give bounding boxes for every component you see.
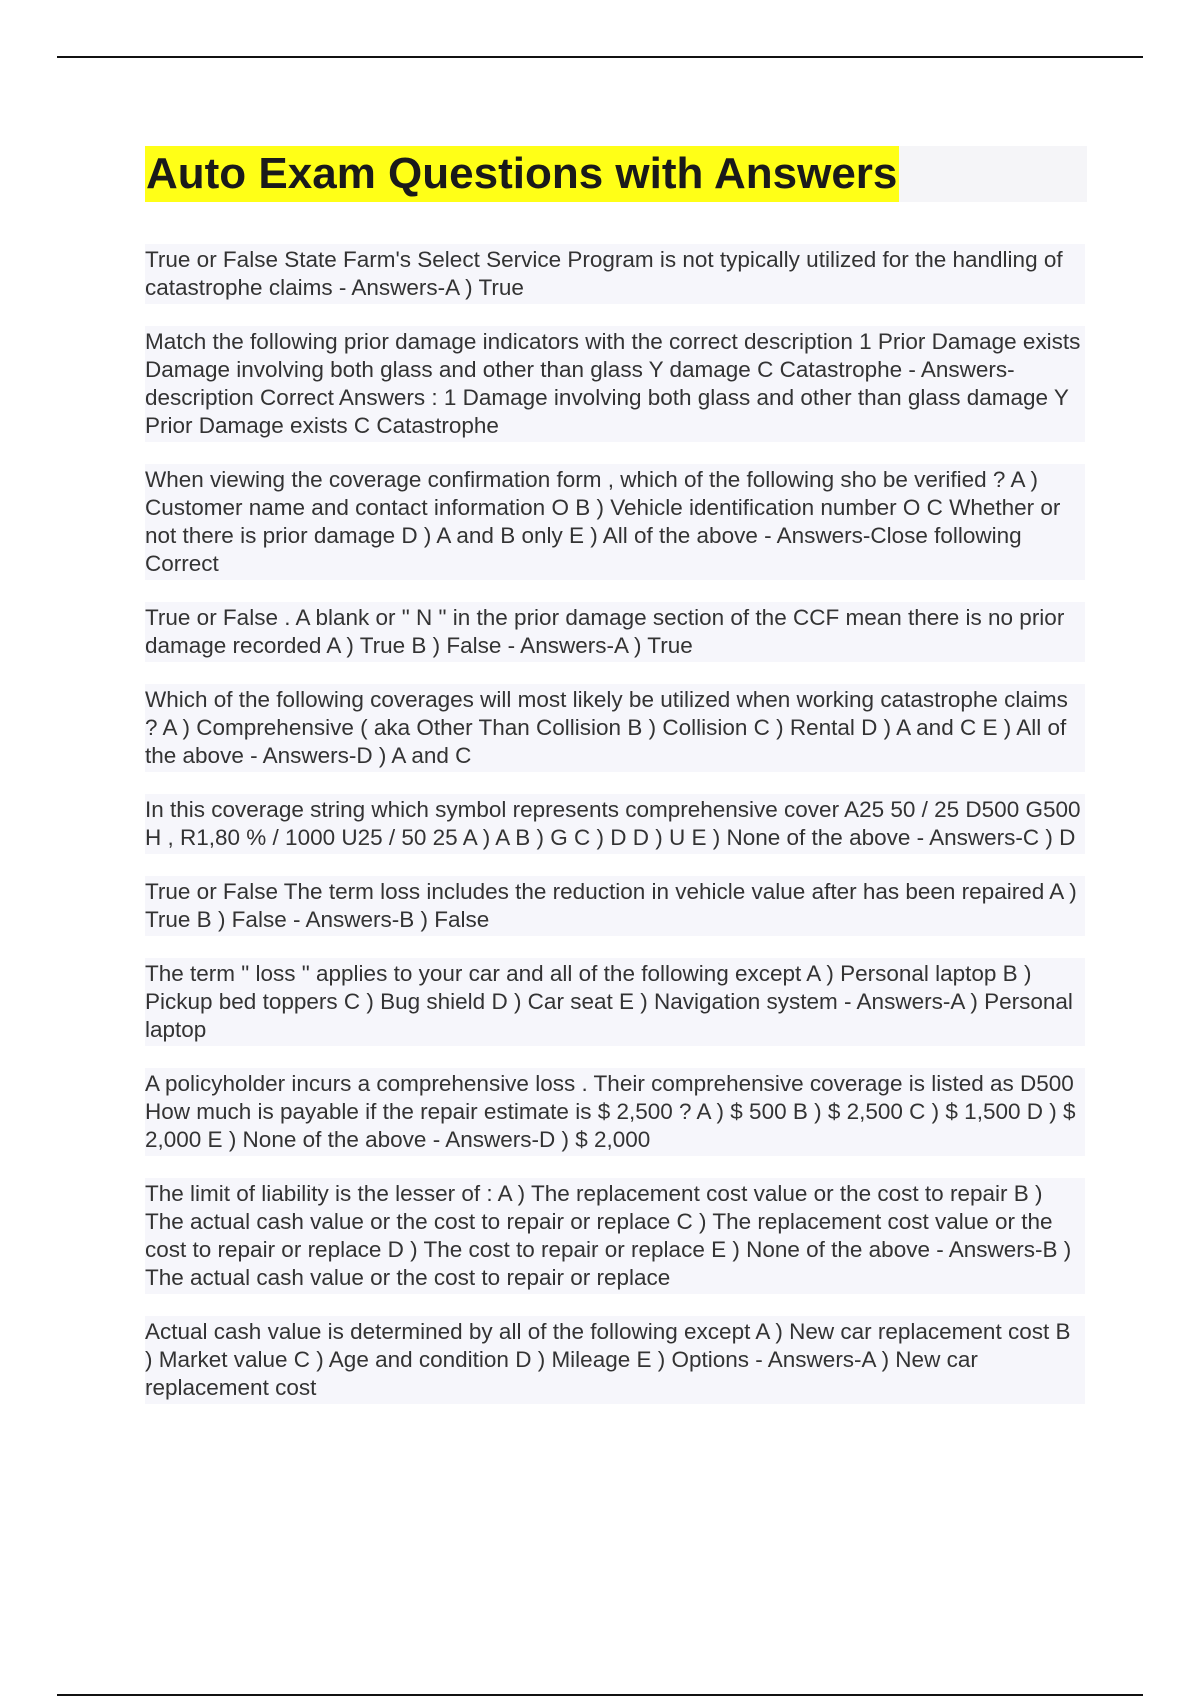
- question-item: Actual cash value is determined by all of the following except A ) New car replacement cost B ) Market value C ) Age and condition D ) Mileage E ) Options - Answers-A ) New car replacement cost: [145, 1316, 1085, 1404]
- document-body: [145, 146, 1087, 1426]
- question-item: Which of the following coverages will most likely be utilized when working catastrophe claims ? A ) Comprehensive ( aka Other Than Collision B ) Collision C ) Rental D ) A and C E ) All of the above - Answers-D ) A and C: [145, 684, 1085, 772]
- question-item: True or False . A blank or " N " in the prior damage section of the CCF mean there is no prior damage recorded A ) True B ) False - Answers-A ) True: [145, 602, 1085, 662]
- question-item: The term " loss " applies to your car and all of the following except A ) Personal laptop B ) Pickup bed toppers C ) Bug shield D ) Car seat E ) Navigation system - Answers-A ) Personal laptop: [145, 958, 1085, 1046]
- question-item: True or False The term loss includes the reduction in vehicle value after has been repaired A ) True B ) False - Answers-B ) False: [145, 876, 1085, 936]
- question-item: The limit of liability is the lesser of : A ) The replacement cost value or the cost to repair B ) The actual cash value or the cost to repair or replace C ) The replacement cost value or the cost to repair or replace D ) The cost to repair or replace E ) None of the above - Answers-B ) The actual cash value or the cost to repair or replace: [145, 1178, 1085, 1294]
- footer-rule: [57, 1694, 1143, 1696]
- question-item: True or False State Farm's Select Service Program is not typically utilized for the handling of catastrophe claims - Answers-A ) True: [145, 244, 1085, 304]
- title-bar: [145, 146, 1087, 202]
- question-item: In this coverage string which symbol represents comprehensive cover A25 50 / 25 D500 G500 H , R1,80 % / 1000 U25 / 50 25 A ) A B ) G C ) D D ) U E ) None of the above - Answers-C ) D: [145, 794, 1085, 854]
- question-item: Match the following prior damage indicators with the correct description 1 Prior Damage exists Damage involving both glass and other than glass Y damage C Catastrophe - Answers-description Correct Answers : 1 Damage involving both glass and other than glass damage Y Prior Damage exists C Catastrophe: [145, 326, 1085, 442]
- header-rule: [57, 56, 1143, 58]
- question-item: A policyholder incurs a comprehensive loss . Their comprehensive coverage is listed as D500 How much is payable if the repair estimate is $ 2,500 ? A ) $ 500 B ) $ 2,500 C ) $ 1,500 D ) $ 2,000 E ) None of the above - Answers-D ) $ 2,000: [145, 1068, 1085, 1156]
- question-item: When viewing the coverage confirmation form , which of the following sho be verified ? A ) Customer name and contact information O B ) Vehicle identification number O C Whether or not there is prior damage D ) A and B only E ) All of the above - Answers-Close following Correct: [145, 464, 1085, 580]
- question-list: [145, 244, 1087, 1404]
- document-title: Auto Exam Questions with Answers: [145, 146, 899, 202]
